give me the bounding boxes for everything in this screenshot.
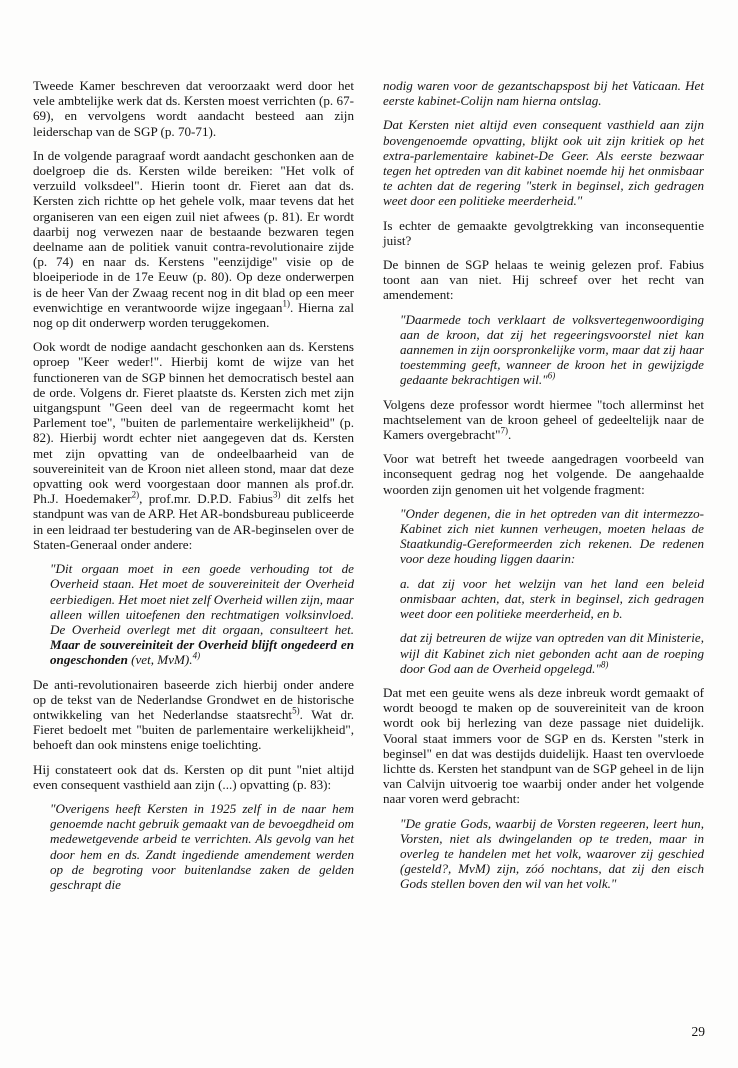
para-volgende-paragraaf-text: In de volgende paragraaf wordt aandacht geschonken aan de doelgroep die ds. Kersten wilde bereiken: "Het volk of verzuild volksdeel". Hierin toont dr. Fieret aan dat ds. Kersten zich richtte op het gehele volk, maar tevens dat het organiseren van een eigen zuil niet afwees (p. 81). Er wordt daarbij nog verwezen naar de bestaande bezwaren tegen deelname aan de politiek vanuit contra-revolutionaire zijde (p. 74) en naar ds. Kerstens "eenzijdige" visie op de bloeiperiode in de 17e Eeuw (p. 80). Op deze onderwerpen is de heer Van der Zwaag recent nog in dit blad op een meer evenwichtige en verantwoorde wijze ingegaan [33, 147, 354, 315]
quote-vaticaan-continued: nodig waren voor de gezantschapspost bij het Vaticaan. Het eerste kabinet-Colijn nam hierna ontslag. [383, 78, 704, 109]
quote-ar-bondsbureau [33, 561, 354, 667]
quote-fabius-text: "Daarmede toch verklaart de volksvertegenwoordiging aan de kroon, dat zij het regeeringsvoorstel niet kan aannemen in zijn oorspronkelijke vorm, maar dat zij haar toestemming geeft, wanneer de kroon het in gewijzigde gedaante bekrachtigen wil." [400, 311, 704, 388]
para-volgens-professor [383, 397, 704, 443]
footnote-ref-1: 1) [282, 298, 290, 309]
quote-intermezzo-item-b-text: dat zij betreuren de wijze van optreden van dit Ministerie, wijl dit Kabinet zich niet gebonden acht aan de roeping door God aan de Overheid opgelegd." [400, 630, 704, 676]
footnote-ref-8: 8) [600, 659, 609, 670]
para-volgens-professor-text-after: . [507, 427, 512, 443]
para-kersten-oproep-text-after: , prof.mr. D.P.D. Fabius [139, 491, 274, 507]
quote-kersten-inconsequent: Dat Kersten niet altijd even consequent vasthield aan zijn bovengenoemde opvatting, blijkt ook uit zijn kritiek op het extra-parlementaire kabinet-De Geer. Als eerste bezwaar tegen het optreden van dit kabinet noemde hij het onmisbaar te achten dat de regering "sterk in beginsel, zich gedragen weet door een politieke meerderheid." [383, 117, 704, 209]
para-binnen-sgp: De binnen de SGP helaas te weinig gelezen prof. Fabius toont aan van niet. Hij schreef over het recht van amendement: [383, 257, 704, 303]
para-volgens-professor-text: Volgens deze professor wordt hiermee "toch allerminst het machtselement van de kroon geheel of gedeeltelijk naar de Kamers overgebracht" [383, 396, 704, 443]
quote-part-bold: Maar de souvereiniteit der Overheid blijft ongedeerd en ongeschonden [50, 637, 354, 668]
quote-gratie-gods: "De gratie Gods, waarbij de Vorsten regeeren, leert hun, Vorsten, niet als dwingelanden op te treden, maar in overleg te handelen met het volk, waarover zij geschied (gesteld?, MvM) zijn, zóó nochtans, dat zij den eisch Gods stellen boven den wil van het volk." [400, 815, 704, 892]
para-hij-constateert: Hij constateert ook dat ds. Kersten op dit punt "niet altijd even consequent vasthield aan zijn (...) opvatting (p. 83): [33, 761, 354, 792]
page-number: 29 [691, 1024, 705, 1039]
two-column-layout [33, 78, 705, 901]
footnote-ref-5: 5) [292, 705, 300, 716]
left-column [33, 78, 354, 901]
quote-intermezzo-item-a: a. dat zij voor het welzijn van het land een beleid onmisbaar achten, dat, sterk in beginsel, zich gedragen weet door een politieke meerderheid, en b. [400, 575, 704, 622]
quote-intermezzo-item-b [383, 630, 704, 676]
para-volgende-paragraaf-text-after: . Hierna zal nog op dit onderwerp worden teruggekomen. [33, 299, 354, 331]
right-column [383, 78, 704, 901]
quote-kersten-amendement: "Overigens heeft Kersten in 1925 zelf in de naar hem genoemde nacht gebruik gemaakt van de bevoegdheid om medewetgevende arbeid te verrichten. Als gevolg van het door hem en ds. Zandt ingediende amendement werden op de begroting voor buitenlandse zaken de gelden geschrapt die [50, 800, 354, 892]
para-volgende-paragraaf [33, 148, 354, 330]
para-anti-revolutionairen [33, 677, 354, 753]
para-tweede-voorbeeld: Voor wat betreft het tweede aangedragen voorbeeld van inconsequent gedrag nog het volgende. De aangehaalde woorden zijn genomen uit het volgende fragment: [383, 451, 704, 497]
footnote-ref-3: 3) [273, 489, 281, 500]
quote-intermezzo-kabinet: "Onder degenen, die in het optreden van dit intermezzo-Kabinet zich niet kunnen verheugen, moeten helaas de Staatkundig-Gereformeerden zich rekenen. De redenen voor deze houding liggen daarin: [400, 505, 704, 567]
para-tweede-kamer: Tweede Kamer beschreven dat veroorzaakt werd door het vele ambtelijke werk dat ds. Kersten moest verrichten (p. 67-69), en vervolgens wordt aandacht besteed aan zijn leiderschap van de SGP (p. 70-71). [33, 78, 354, 139]
para-anti-revolutionairen-text-after: . Wat dr. Fieret bedoelt met "buiten de parlementaire werkelijkheid", behoeft dan ook minstens enige toelichting. [33, 706, 354, 753]
para-anti-revolutionairen-text: De anti-revolutionairen baseerde zich hierbij onder andere op de tekst van de Nederlandse Grondwet en de historische ontwikkeling van het Nederlandse staatsrecht [33, 676, 354, 722]
para-kersten-oproep [33, 339, 354, 552]
footnote-ref-4: 4) [192, 650, 201, 661]
para-gemaakte-gevolgtrekking: Is echter de gemaakte gevolgtrekking van inconsequentie juist? [383, 217, 704, 248]
footnote-ref-2: 2) [131, 489, 140, 500]
quote-fabius-amendement [383, 312, 704, 388]
para-geuite-wens: Dat met een geuite wens als deze inbreuk wordt gemaakt of wordt beoogd te maken op de souvereiniteit van de kroon wordt ook bij herlezing van deze passage niet duidelijk. Vooral staat immers voor de SGP en ds. Kersten "sterk in beginsel" en dat was destijds duidelijk. Haast ten overvloede lichtte ds. Kersten het standpunt van de SGP geheel in de lijn van Calvijn uitvoerig toe waarbij onder ander het volgende naar voren werd gebracht: [383, 684, 704, 807]
quote-part-3: (vet, MvM). [127, 652, 193, 668]
quote-part-1: "Dit orgaan moet in een goede verhouding tot de Overheid staan. Het moet de souvereiniteit der Overheid eerbiedigen. Het moet niet zelf Overheid willen zijn, maar alleen willen uitoefenen den rechtmatigen volksinvloed. De Overheid overlegt met dit orgaan, consulteert het. [50, 561, 354, 637]
para-kersten-oproep-text-after2: dit zelfs het standpunt was van de ARP. Het AR-bondsbureau publiceerde in een leidraad ter bestudering van de AR-beginselen over de Staten-Generaal onder andere: [33, 491, 355, 552]
footnote-ref-6: 6) [547, 371, 556, 382]
footnote-ref-7: 7) [500, 425, 508, 436]
para-kersten-oproep-text: Ook wordt de nodige aandacht geschonken aan ds. Kerstens oproep "Keer weder!". Hierbij komt de wijze van het functioneren van de SGP binnen het democratisch bestel aan de orde. Volgens dr. Fieret plaatste ds. Kersten zich met zijn uitgangspunt "Geen deel van de regeermacht komt het Parlement toe", "buiten de parlementaire werkelijkheid" (p. 82). Hierbij wordt echter niet aangegeven dat ds. Kersten met zijn opvatting van de ondeelbaarheid van de souvereiniteit van de Kroon niet alleen stond, maar dat deze opvatting ook werd voorgestaan door mannen als prof.dr. Ph.J. Hoedemaker [33, 339, 354, 507]
